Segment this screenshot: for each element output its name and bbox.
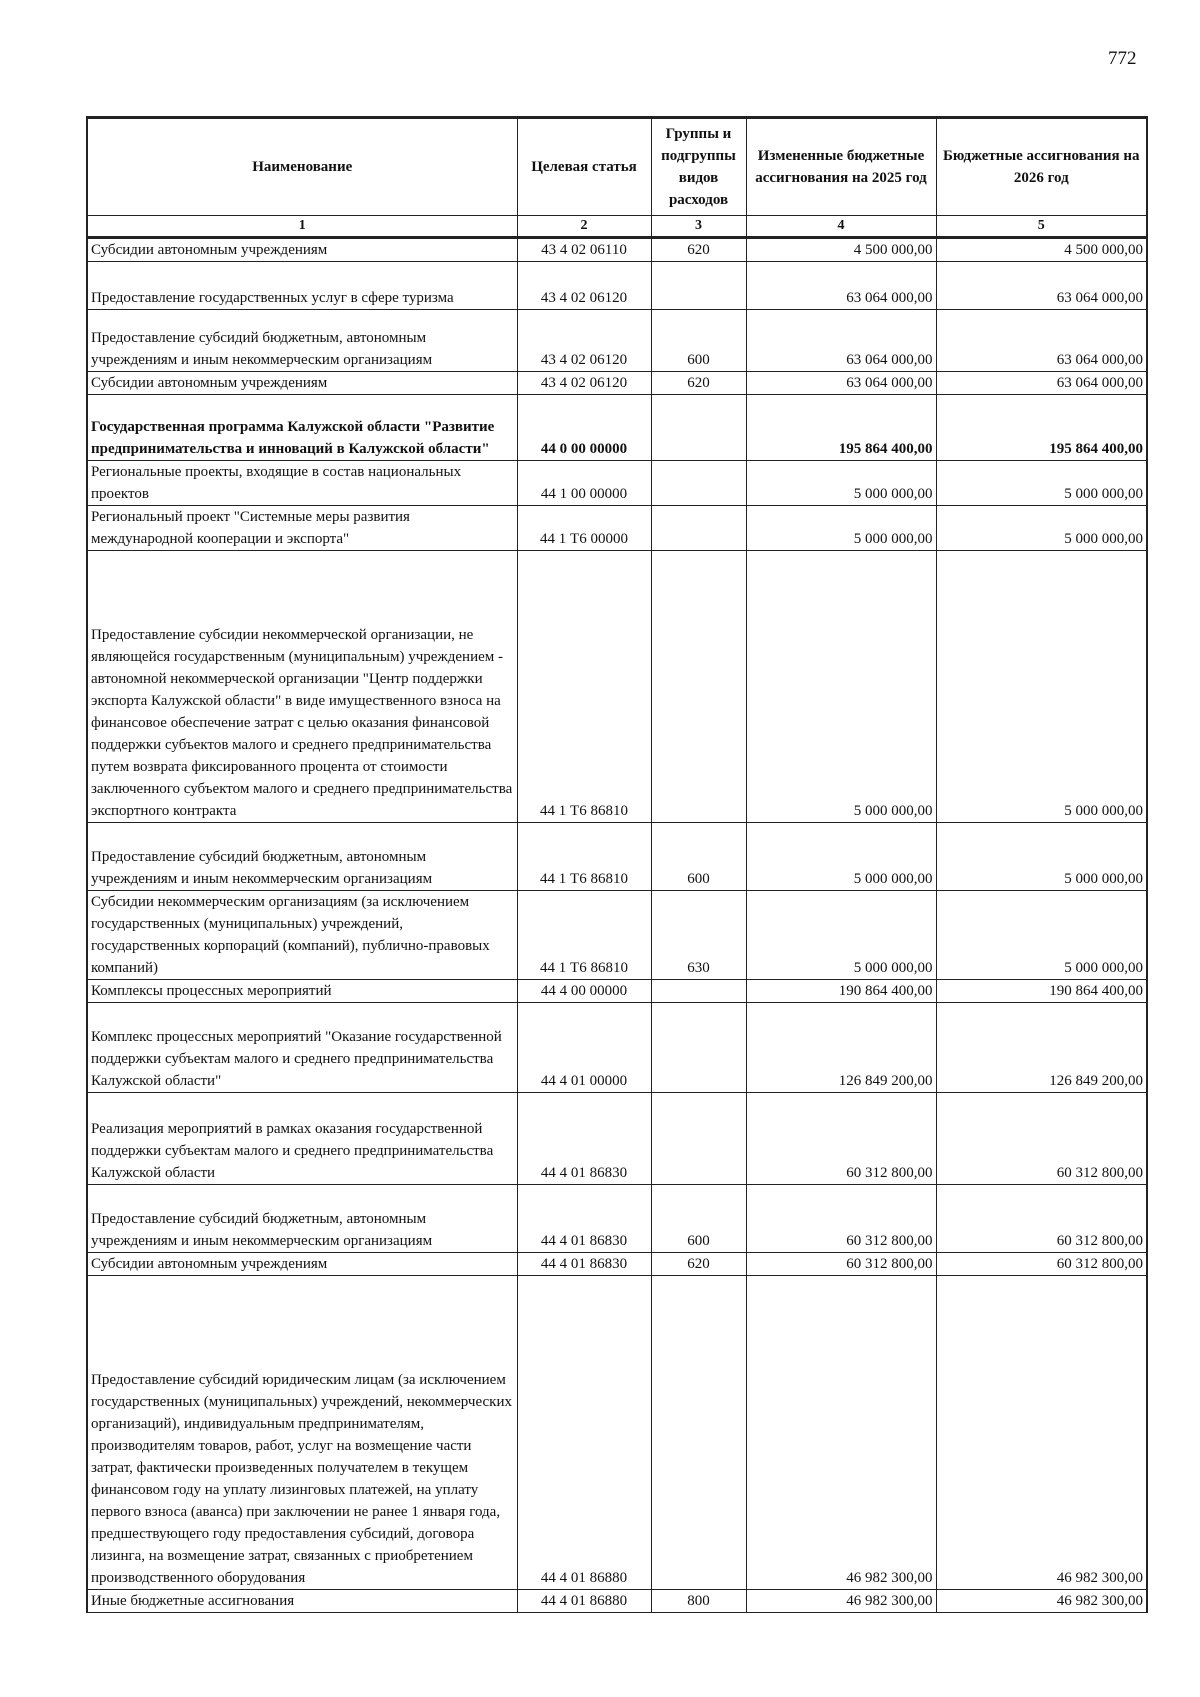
row-amount-2025: 63 064 000,00 [746,310,936,372]
row-amount-2026: 5 000 000,00 [936,551,1147,823]
header-groups: Группы и подгруппы видов расходов [651,118,746,216]
row-amount-2026: 5 000 000,00 [936,891,1147,980]
header-target: Целевая статья [517,118,651,216]
column-number-row [87,216,1147,238]
row-amount-2025: 195 864 400,00 [746,395,936,461]
row-group: 800 [651,1590,746,1613]
row-group [651,262,746,310]
row-amount-2026: 5 000 000,00 [936,823,1147,891]
table-row [87,372,1147,395]
row-group [651,461,746,506]
row-name: Предоставление субсидий бюджетным, автономным учреждениям и иным некоммерческим организациям [87,310,517,372]
header-amount-2026: Бюджетные ассигнования на 2026 год [936,118,1147,216]
row-group [651,1003,746,1093]
row-amount-2026: 195 864 400,00 [936,395,1147,461]
table-row [87,1253,1147,1276]
row-group [651,1276,746,1590]
row-code: 44 4 01 86880 [517,1276,651,1590]
row-code: 44 0 00 00000 [517,395,651,461]
page-number: 772 [1108,48,1137,69]
row-amount-2025: 46 982 300,00 [746,1276,936,1590]
row-group: 620 [651,1253,746,1276]
row-amount-2026: 5 000 000,00 [936,506,1147,551]
column-number: 3 [651,216,746,238]
row-amount-2026: 63 064 000,00 [936,310,1147,372]
row-amount-2025: 63 064 000,00 [746,262,936,310]
table-row [87,980,1147,1003]
row-code: 44 4 01 86880 [517,1590,651,1613]
row-code: 44 1 00 00000 [517,461,651,506]
column-number: 2 [517,216,651,238]
row-group: 620 [651,372,746,395]
row-name: Субсидии некоммерческим организациям (за исключением государственных (муниципальных) учреждений, государственных корпораций (компаний), публично-правовых компаний) [87,891,517,980]
table-row [87,1003,1147,1093]
row-amount-2026: 5 000 000,00 [936,461,1147,506]
row-group [651,980,746,1003]
row-amount-2026: 60 312 800,00 [936,1185,1147,1253]
row-name: Предоставление субсидий бюджетным, автономным учреждениям и иным некоммерческим организациям [87,1185,517,1253]
row-name: Комплекс процессных мероприятий "Оказание государственной поддержки субъектам малого и среднего предпринимательства Калужской области" [87,1003,517,1093]
row-code: 44 1 Т6 86810 [517,891,651,980]
row-code: 44 1 Т6 86810 [517,551,651,823]
row-code: 44 4 01 86830 [517,1185,651,1253]
row-code: 44 4 01 86830 [517,1093,651,1185]
row-amount-2026: 46 982 300,00 [936,1276,1147,1590]
row-group [651,1093,746,1185]
row-amount-2025: 4 500 000,00 [746,238,936,262]
row-code: 44 1 Т6 86810 [517,823,651,891]
table-row [87,1185,1147,1253]
row-code: 44 4 00 00000 [517,980,651,1003]
table-row [87,1093,1147,1185]
row-name: Государственная программа Калужской области "Развитие предпринимательства и инноваций в Калужской области" [87,395,517,461]
header-amount-2025: Измененные бюджетные ассигнования на 2025 год [746,118,936,216]
table-row [87,823,1147,891]
row-name: Региональные проекты, входящие в состав национальных проектов [87,461,517,506]
row-amount-2026: 63 064 000,00 [936,262,1147,310]
row-amount-2025: 60 312 800,00 [746,1185,936,1253]
row-group: 600 [651,310,746,372]
row-amount-2025: 126 849 200,00 [746,1003,936,1093]
row-name: Предоставление субсидий юридическим лицам (за исключением государственных (муниципальных) учреждений, некоммерческих организаций), индивидуальным предпринимателям, производителям товаров, работ, услуг на возмещение части затрат, фактически произведенных получателем в текущем финансовом году на уплату лизинговых платежей, на уплату первого взноса (аванса) при заключении не ранее 1 января года, предшествующего году предоставления субсидий, договора лизинга, на возмещение затрат, связанных с приобретением производственного оборудования [87,1276,517,1590]
row-amount-2026: 46 982 300,00 [936,1590,1147,1613]
row-amount-2026: 126 849 200,00 [936,1003,1147,1093]
row-amount-2025: 63 064 000,00 [746,372,936,395]
row-amount-2025: 60 312 800,00 [746,1093,936,1185]
row-name: Предоставление субсидий бюджетным, автономным учреждениям и иным некоммерческим организациям [87,823,517,891]
row-group [651,395,746,461]
row-group: 600 [651,1185,746,1253]
row-code: 44 4 01 86830 [517,1253,651,1276]
table-row [87,395,1147,461]
row-amount-2026: 60 312 800,00 [936,1093,1147,1185]
row-group: 630 [651,891,746,980]
row-code: 44 1 Т6 00000 [517,506,651,551]
table-row [87,1590,1147,1613]
table-row [87,1276,1147,1590]
table-row [87,238,1147,262]
row-name: Реализация мероприятий в рамках оказания государственной поддержки субъектам малого и среднего предпринимательства Калужской области [87,1093,517,1185]
table-row [87,506,1147,551]
row-name: Иные бюджетные ассигнования [87,1590,517,1613]
row-group [651,551,746,823]
row-name: Комплексы процессных мероприятий [87,980,517,1003]
header-name: Наименование [87,118,517,216]
row-group: 600 [651,823,746,891]
table-row [87,310,1147,372]
row-amount-2025: 5 000 000,00 [746,551,936,823]
row-group [651,506,746,551]
table-row [87,551,1147,823]
row-amount-2026: 63 064 000,00 [936,372,1147,395]
table-row [87,461,1147,506]
table-row [87,891,1147,980]
header-row [87,118,1147,216]
row-amount-2025: 5 000 000,00 [746,506,936,551]
column-number: 5 [936,216,1147,238]
row-name: Предоставление государственных услуг в сфере туризма [87,262,517,310]
row-amount-2026: 4 500 000,00 [936,238,1147,262]
row-group: 620 [651,238,746,262]
row-code: 43 4 02 06110 [517,238,651,262]
row-code: 44 4 01 00000 [517,1003,651,1093]
row-amount-2025: 5 000 000,00 [746,461,936,506]
column-number: 4 [746,216,936,238]
row-name: Региональный проект "Системные меры развития международной кооперации и экспорта" [87,506,517,551]
row-amount-2025: 5 000 000,00 [746,823,936,891]
row-amount-2025: 190 864 400,00 [746,980,936,1003]
row-name: Субсидии автономным учреждениям [87,238,517,262]
row-amount-2025: 5 000 000,00 [746,891,936,980]
row-amount-2025: 46 982 300,00 [746,1590,936,1613]
row-code: 43 4 02 06120 [517,310,651,372]
row-amount-2025: 60 312 800,00 [746,1253,936,1276]
row-code: 43 4 02 06120 [517,262,651,310]
row-amount-2026: 60 312 800,00 [936,1253,1147,1276]
row-name: Субсидии автономным учреждениям [87,1253,517,1276]
budget-table [86,116,1148,1613]
row-name: Предоставление субсидии некоммерческой организации, не являющейся государственным (муниципальным) учреждением - автономной некоммерческой организации "Центр поддержки экспорта Калужской области" в виде имущественного взноса на финансовое обеспечение затрат с целью оказания финансовой поддержки субъектов малого и среднего предпринимательства путем возврата фиксированного процента от стоимости заключенного субъектом малого и среднего предпринимательства экспортного контракта [87,551,517,823]
row-code: 43 4 02 06120 [517,372,651,395]
row-name: Субсидии автономным учреждениям [87,372,517,395]
row-amount-2026: 190 864 400,00 [936,980,1147,1003]
table-row [87,262,1147,310]
column-number: 1 [87,216,517,238]
